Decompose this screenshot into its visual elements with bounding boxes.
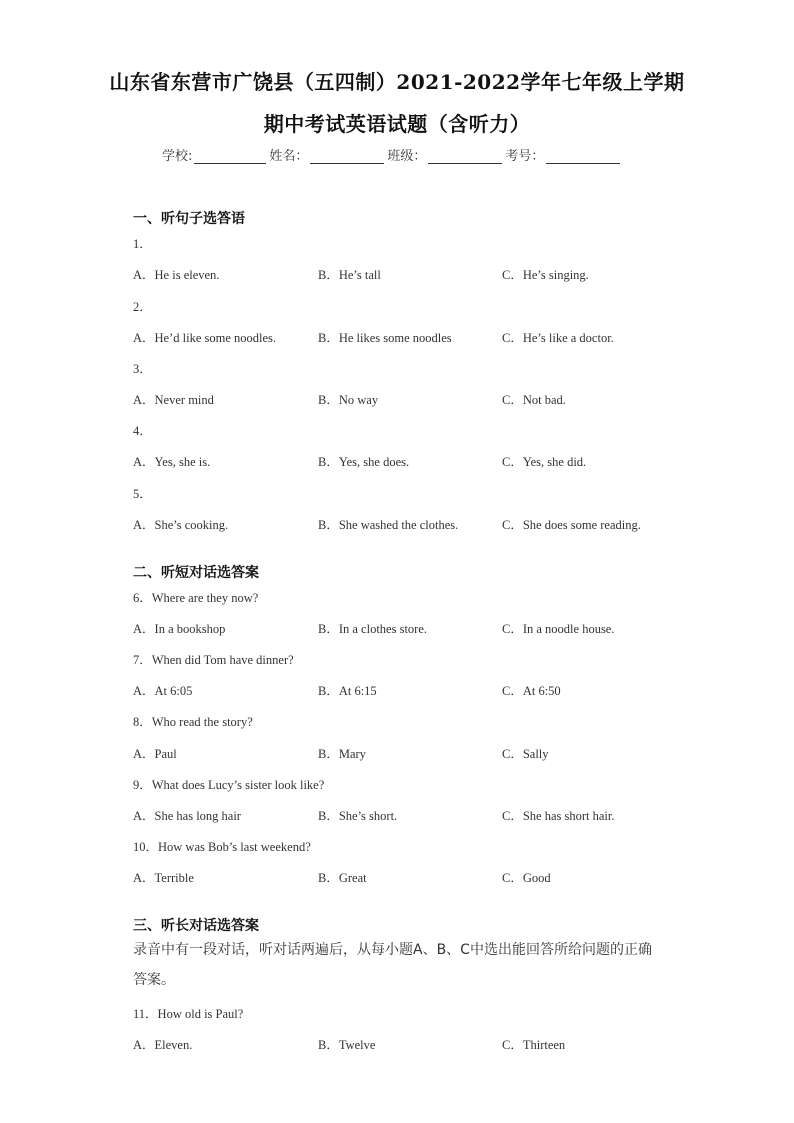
question-6: 6．Where are they now? xyxy=(133,591,259,605)
q8-option-c[interactable]: C．Sally xyxy=(502,747,549,761)
section-3-instruction: 录音中有一段对话，听对话两遍后，从每小题A、B、C中选出能回答所给问题的正确答案。 xyxy=(133,942,652,988)
question-1: 1． xyxy=(133,237,152,251)
q10-option-c[interactable]: C．Good xyxy=(502,871,551,885)
name-blank[interactable] xyxy=(310,149,384,164)
student-info-line xyxy=(162,145,623,164)
q5-option-c[interactable]: C．She does some reading. xyxy=(502,518,641,532)
question-11: 11．How old is Paul? xyxy=(133,1007,244,1021)
q3-option-b[interactable]: B．No way xyxy=(318,393,379,407)
question-3: 3． xyxy=(133,362,152,376)
q2-option-b[interactable]: B．He likes some noodles xyxy=(318,331,452,345)
q7-option-a[interactable]: A．At 6:05 xyxy=(133,684,193,698)
q3-option-c[interactable]: C．Not bad. xyxy=(502,393,566,407)
school-blank[interactable] xyxy=(194,149,266,164)
q2-option-a[interactable]: A．He’d like some noodles. xyxy=(133,331,277,345)
q8-option-a[interactable]: A．Paul xyxy=(133,747,177,761)
exam-no-label: 考号： xyxy=(505,149,545,164)
section-title-2: 二、听短对话选答案 xyxy=(133,565,259,581)
q6-option-a[interactable]: A．In a bookshop xyxy=(133,622,226,636)
q1-option-c[interactable]: C．He’s singing. xyxy=(502,268,589,282)
q9-option-a[interactable]: A．She has long hair xyxy=(133,809,241,823)
question-4: 4． xyxy=(133,424,152,438)
class-label: 班级： xyxy=(387,149,427,164)
q7-option-c[interactable]: C．At 6:50 xyxy=(502,684,561,698)
question-7: 7．When did Tom have dinner? xyxy=(133,653,294,667)
q2-option-c[interactable]: C．He’s like a doctor. xyxy=(502,331,614,345)
question-5: 5． xyxy=(133,487,152,501)
q11-option-c[interactable]: C．Thirteen xyxy=(502,1038,566,1052)
q6-option-b[interactable]: B．In a clothes store. xyxy=(318,622,428,636)
school-label: 学校: xyxy=(162,149,193,164)
q1-option-a[interactable]: A．He is eleven. xyxy=(133,268,220,282)
q7-option-b[interactable]: B．At 6:15 xyxy=(318,684,377,698)
q4-option-b[interactable]: B．Yes, she does. xyxy=(318,455,410,469)
section-title-1: 一、听句子选答语 xyxy=(133,211,245,227)
q3-option-a[interactable]: A．Never mind xyxy=(133,393,214,407)
question-9: 9．What does Lucy’s sister look like? xyxy=(133,778,325,792)
q6-option-c[interactable]: C．In a noodle house. xyxy=(502,622,615,636)
question-2: 2． xyxy=(133,300,152,314)
q5-option-a[interactable]: A．She’s cooking. xyxy=(133,518,229,532)
q8-option-b[interactable]: B．Mary xyxy=(318,747,366,761)
question-8: 8．Who read the story? xyxy=(133,715,253,729)
section-title-3: 三、听长对话选答案 xyxy=(133,918,259,934)
q9-option-c[interactable]: C．She has short hair. xyxy=(502,809,615,823)
q10-option-a[interactable]: A．Terrible xyxy=(133,871,194,885)
class-blank[interactable] xyxy=(428,149,502,164)
q9-option-b[interactable]: B．She’s short. xyxy=(318,809,398,823)
exam-title-line1: 山东省东营市广饶县（五四制）2021-2022学年七年级上学期 xyxy=(109,70,685,94)
name-label: 姓名： xyxy=(269,149,309,164)
q5-option-b[interactable]: B．She washed the clothes. xyxy=(318,518,459,532)
exam-title-line2: 期中考试英语试题（含听力） xyxy=(263,112,531,136)
q10-option-b[interactable]: B．Great xyxy=(318,871,367,885)
q1-option-b[interactable]: B．He’s tall xyxy=(318,268,381,282)
q11-option-b[interactable]: B．Twelve xyxy=(318,1038,376,1052)
exam-no-blank[interactable] xyxy=(546,149,620,164)
q11-option-a[interactable]: A．Eleven. xyxy=(133,1038,193,1052)
q4-option-a[interactable]: A．Yes, she is. xyxy=(133,455,211,469)
question-10: 10．How was Bob’s last weekend? xyxy=(133,840,311,854)
q4-option-c[interactable]: C．Yes, she did. xyxy=(502,455,587,469)
